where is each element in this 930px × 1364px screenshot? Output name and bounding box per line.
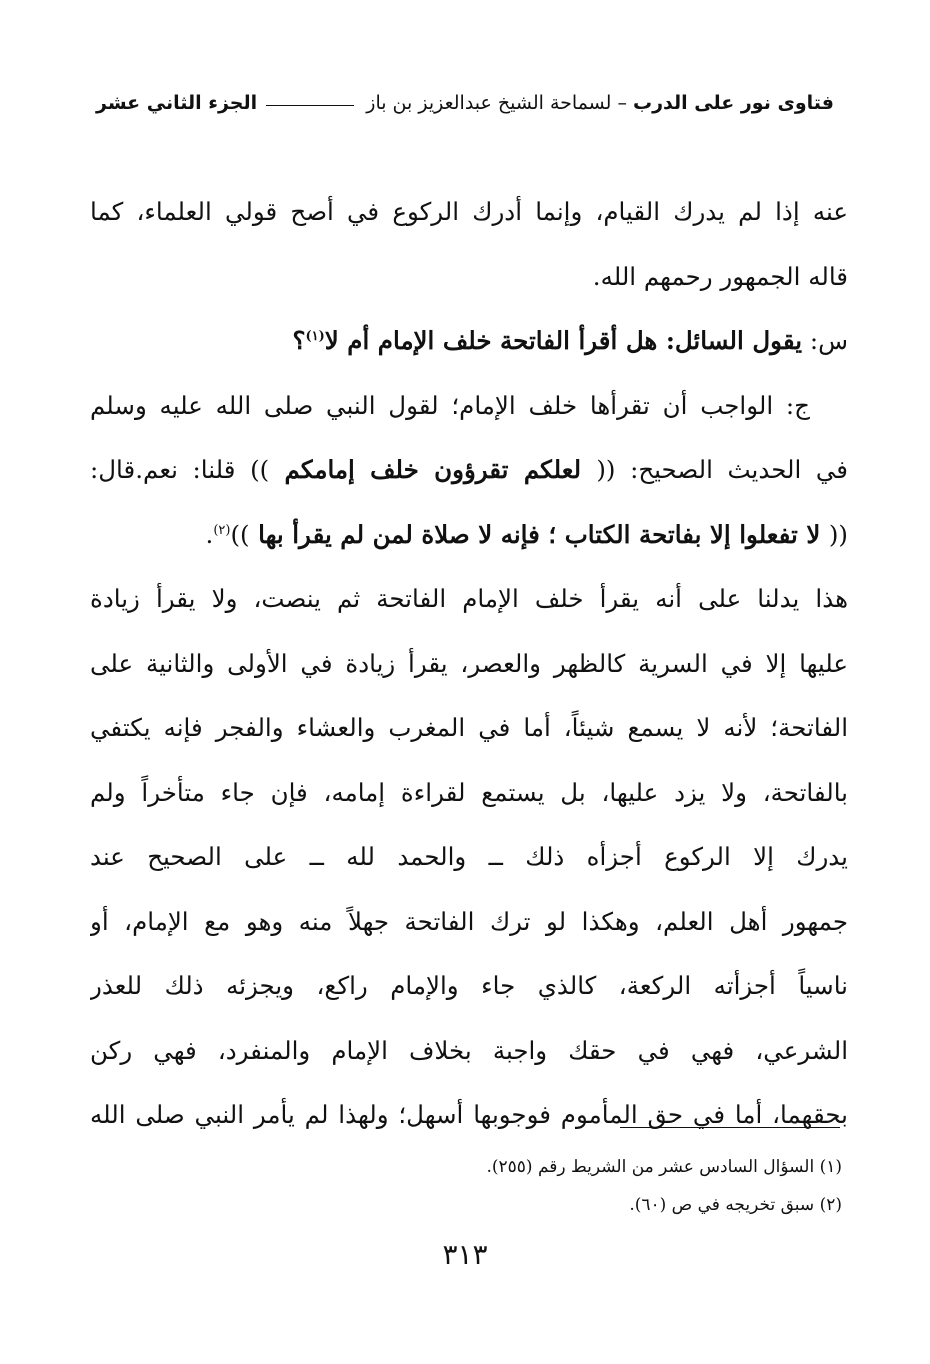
text-line-13: ناسياً أجزأته الركعة، كالذي جاء والإمام راكع، ويجزئه ذلك للعذر xyxy=(90,971,848,1000)
footnotes xyxy=(90,1148,842,1224)
footnote-separator xyxy=(620,1127,840,1128)
footnote-2: (٢) سبق تخريجه في ص (٦٠). xyxy=(629,1195,842,1215)
text-line-10: بالفاتحة، ولا يزد عليها، بل يستمع لقراءة إمامه، فإن جاء متأخراً ولم xyxy=(90,777,848,807)
hadith-intro-text: في الحديث الصحيح: xyxy=(615,455,848,484)
running-header xyxy=(96,86,834,126)
text-line-2: قاله الجمهور رحمهم الله. xyxy=(592,261,848,291)
hadith-close-2: )) xyxy=(230,519,250,549)
footnote-marker-2: (٢) xyxy=(213,522,231,538)
text-line-15: بحقهما، أما في حق المأموم فوجوبها أسهل؛ ولهذا لم يأمر النبي صلى الله xyxy=(90,1100,848,1129)
question-mark: ؟ xyxy=(292,326,306,355)
text-line-7: هذا يدلنا على أنه يقرأ خلف الإمام الفاتحة ثم ينصت، ولا يقرأ زيادة xyxy=(90,584,848,613)
header-part-label: الجزء الثاني عشر xyxy=(96,92,258,114)
header-title xyxy=(366,92,834,114)
hadith-open-1: (( xyxy=(596,455,616,484)
header-author: – لسماحة الشيخ عبدالعزيز بن باز xyxy=(366,92,633,114)
question-prefix: س: xyxy=(802,326,848,355)
answer-line-1: ج: الواجب أن تقرأها خلف الإمام؛ لقول النبي صلى الله عليه وسلم xyxy=(90,390,810,420)
hadith-line-2 xyxy=(90,503,848,568)
question-line xyxy=(90,309,848,374)
question-text: يقول السائل: هل أقرأ الفاتحة خلف الإمام أم لا xyxy=(324,326,803,355)
header-book-title: فتاوى نور على الدرب xyxy=(633,92,834,114)
text-line-12: جمهور أهل العلم، وهكذا لو ترك الفاتحة جهلاً منه وهو مع الإمام، أو xyxy=(90,906,848,936)
footnote-marker-1: (١) xyxy=(305,328,325,344)
text-line-11: يدرك إلا الركوع أجزأه ذلك ــ والحمد لله ــ على الصحيح عند xyxy=(90,842,848,871)
hadith-line-1 xyxy=(90,438,848,503)
hadith-quote-1: لعلكم تقرؤون خلف إمامكم xyxy=(269,455,597,484)
hadith-close-1: )) xyxy=(250,455,270,484)
main-text xyxy=(90,180,848,1148)
header-rule xyxy=(266,105,354,106)
text-line-8: عليها إلا في السرية كالظهر والعصر، يقرأ زيادة في الأولى والثانية على xyxy=(90,648,848,678)
page-number: ٣١٣ xyxy=(442,1238,488,1271)
hadith-end: . xyxy=(205,519,214,549)
hadith-open-2: (( xyxy=(828,519,848,549)
hadith-reply: قلنا: نعم.قال: xyxy=(90,455,251,484)
hadith-quote-2: لا تفعلوا إلا بفاتحة الكتاب ؛ فإنه لا صلاة لمن لم يقرأ بها xyxy=(249,519,829,549)
text-line-1: عنه إذا لم يدرك القيام، وإنما أدرك الركوع في أصح قولي العلماء، كما xyxy=(90,197,848,226)
footnote-1: (١) السؤال السادس عشر من الشريط رقم (٢٥٥). xyxy=(486,1157,842,1177)
text-line-14: الشرعي، فهي في حقك واجبة بخلاف الإمام والمنفرد، فهي ركن xyxy=(90,1035,848,1065)
text-line-9: الفاتحة؛ لأنه لا يسمع شيئاً، أما في المغرب والعشاء والفجر فإنه يكتفي xyxy=(90,713,848,742)
